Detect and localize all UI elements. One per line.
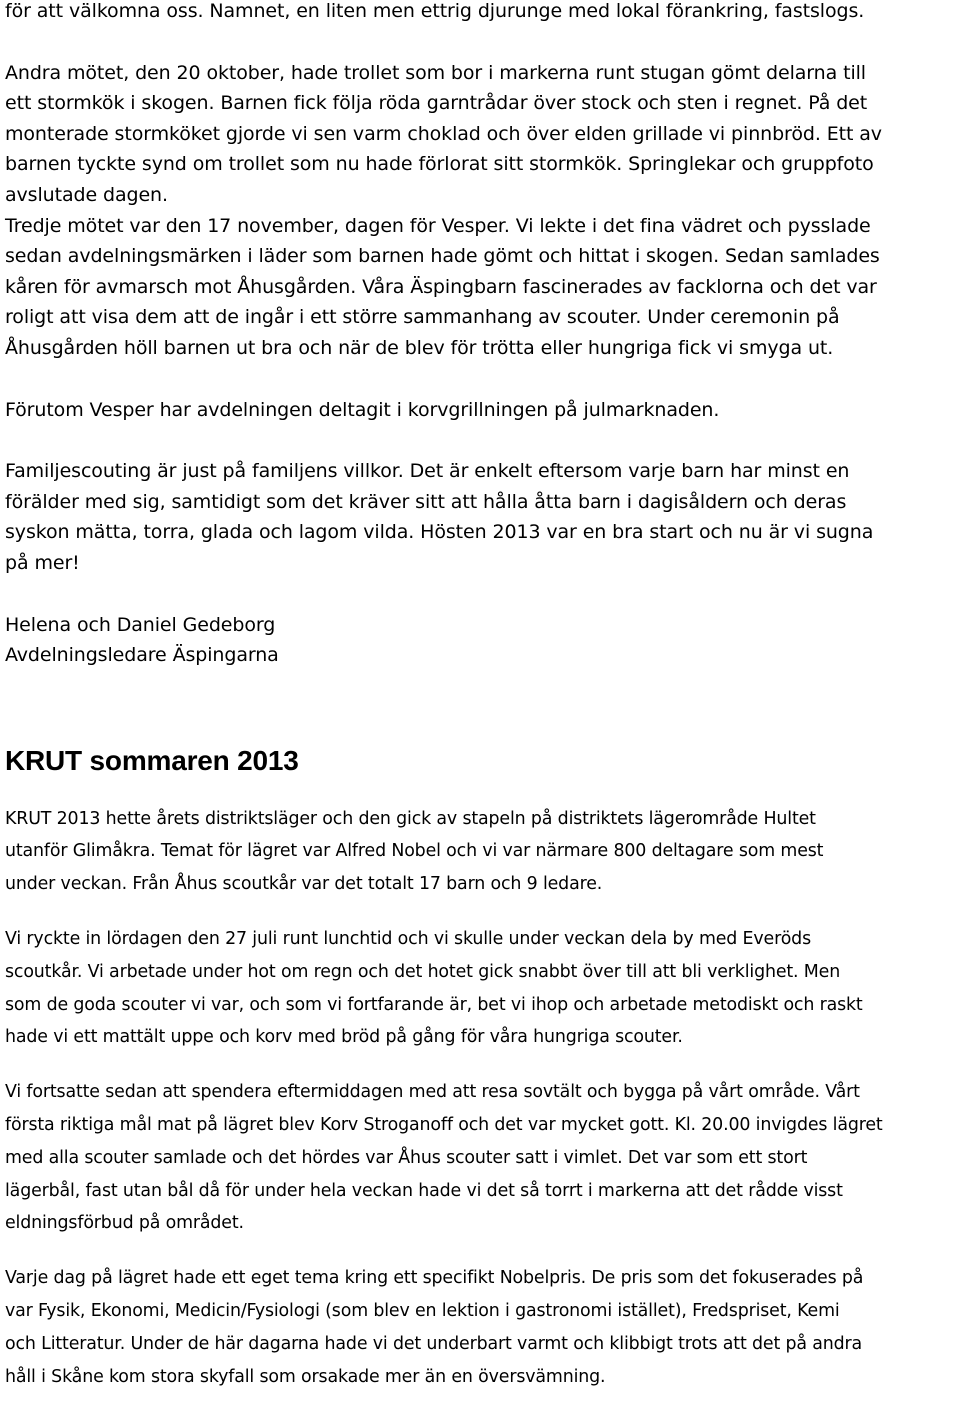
signature-block: Helena och Daniel Gedeborg Avdelningsledare Äspingarna <box>5 613 279 667</box>
paragraph-gap <box>5 425 957 456</box>
paragraph-gap <box>5 1054 957 1076</box>
paragraph-first-day: Vi fortsatte sedan att spendera eftermiddagen med att resa sovtält och bygga på vårt område. Vårt första riktiga mål mat på lägret blev Korv Stroganoff och det var mycket gott. Kl. 20.00 invigdes lägret med alla scouter samlade och det hördes var Åhus scouter satt i vimlet. Det var som ett stort lägerbål, fast utan bål då för under hela veckan hade vi det så torrt i markerna att det rådde visst eldningsförbud på området. <box>5 1082 883 1234</box>
paragraph-gap <box>5 579 957 610</box>
paragraph-vesper: Förutom Vesper har avdelningen deltagit i korvgrillningen på julmarknaden. <box>5 398 720 421</box>
paragraph-gap <box>5 27 957 58</box>
paragraph-third-meeting: Tredje mötet var den 17 november, dagen för Vesper. Vi lekte i det fina vädret och pysslade sedan avdelningsmärken i läder som barnen hade gömt och hittat i skogen. Sedan samlades kåren för avmarsch mot Åhusgården. Våra Äspingbarn fascinerades av facklorna och det var roligt att visa dem att de ingår i ett större sammanhang av scouter. Under ceremonin på Åhusgården höll barnen ut bra och när de blev för trötta eller hungriga fick vi smyga ut. <box>5 214 880 359</box>
paragraph-gap <box>5 1240 957 1262</box>
paragraph-second-meeting: Andra mötet, den 20 oktober, hade trollet som bor i markerna runt stugan gömt delarna till ett stormkök i skogen. Barnen fick följa röda garntrådar över stock och sten i regnet. På det monterade stormköket gjorde vi sen varm choklad och över elden grillade vi pinnbröd. Ett av barnen tyckte synd om trollet som nu hade förlorat sitt stormkök. Springlekar och gruppfoto avslutade dagen. <box>5 61 882 206</box>
paragraph-welcome: för att välkomna oss. Namnet, en liten men ettrig djurunge med lokal förankring, fastslogs. <box>5 0 865 22</box>
paragraph-gap <box>5 364 957 395</box>
section-heading: KRUT sommaren 2013 <box>5 744 299 776</box>
paragraph-family-scouting: Familjescouting är just på familjens villkor. Det är enkelt eftersom varje barn har minst en förälder med sig, samtidigt som det kräver sitt att hålla åtta barn i dagisåldern och deras syskon mätta, torra, glada och lagom vilda. Hösten 2013 var en bra start och nu är vi sugna på mer! <box>5 460 874 574</box>
paragraph-nobel-themes: Varje dag på lägret hade ett eget tema kring ett specifikt Nobelpris. De pris som det fokuserades på var Fysik, Ekonomi, Medicin/Fysiologi (som blev en lektion i gastronomi istället), Fredspriset, Kemi och Litteratur. Under de här dagarna hade vi det underbart varmt och klibbigt trots att det på andra håll i Skåne kom stora skyfall som orsakade mer än en översvämning. <box>5 1268 864 1387</box>
paragraph-gap <box>5 901 957 923</box>
paragraph-arrival: Vi ryckte in lördagen den 27 juli runt lunchtid och vi skulle under veckan dela by med Everöds scoutkår. Vi arbetade under hot om regn och det hotet gick snabbt över till att bli verklighet. Men som de goda scouter vi var, och som vi fortfarande är, bet vi ihop och arbetade metodiskt och raskt hade vi ett mattält uppe och korv med bröd på gång för våra hungriga scouter. <box>5 929 863 1048</box>
paragraph-krut-intro: KRUT 2013 hette årets distriktsläger och den gick av stapeln på distriktets lägerområde Hultet utanför Glimåkra. Temat för lägret var Alfred Nobel och vi var närmare 800 deltagare som mest under veckan. Från Åhus scoutkår var det totalt 17 barn och 9 ledare. <box>5 808 824 895</box>
section-gap <box>5 671 957 745</box>
heading-gap <box>5 777 957 803</box>
document-page <box>5 0 957 1393</box>
